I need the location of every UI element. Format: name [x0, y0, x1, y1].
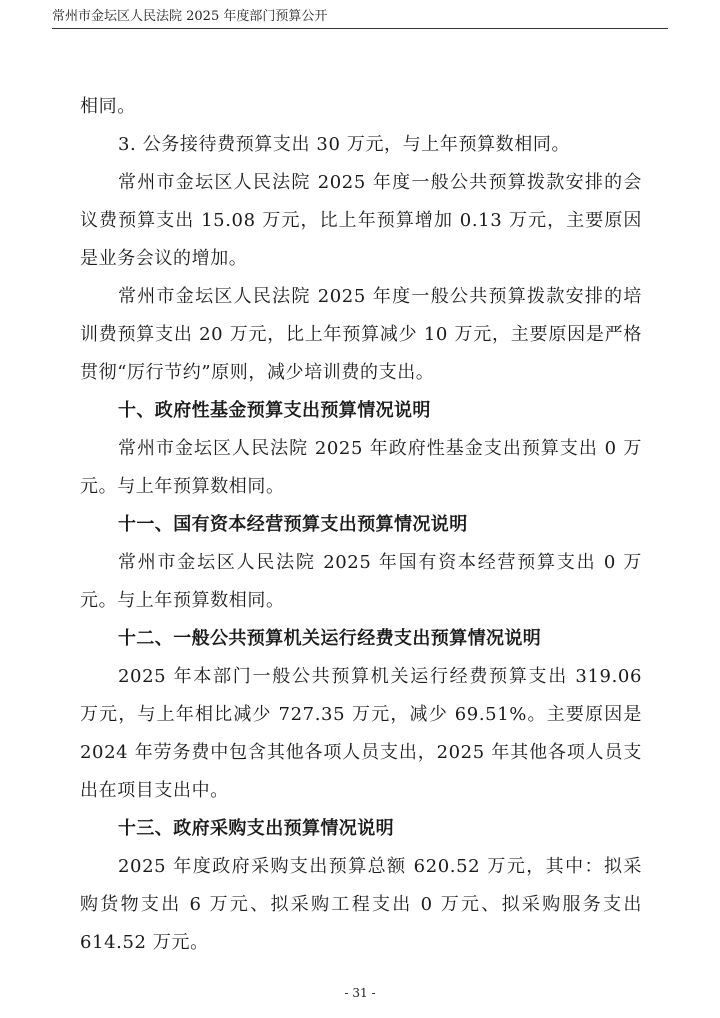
section-heading-12: 十二、一般公共预算机关运行经费支出预算情况说明	[118, 628, 542, 649]
section-heading-10: 十、政府性基金预算支出预算情况说明	[118, 400, 431, 421]
paragraph-section-10: 常州市金坛区人民法院 2025 年政府性基金支出预算支出 0 万元。与上年预算数相同。	[80, 438, 642, 497]
paragraph-section-12: 2025 年本部门一般公共预算机关运行经费预算支出 319.06 万元，与上年相比减少 727.35 万元，减少 69.51%。主要原因是 2024 年劳务费中包含其他各项人员支出，2025 年其他各项人员支出在项目支出中。	[80, 666, 642, 801]
paragraph-training-expense: 常州市金坛区人民法院 2025 年度一般公共预算拨款安排的培训费预算支出 20 万元，比上年预算减少 10 万元，主要原因是严格贯彻“厉行节约”原则，减少培训费的支出。	[80, 286, 642, 383]
paragraph-section-11: 常州市金坛区人民法院 2025 年国有资本经营预算支出 0 万元。与上年预算数相同。	[80, 552, 642, 611]
page-header	[52, 8, 668, 29]
document-title: 常州市金坛区人民法院 2025 年度部门预算公开	[52, 9, 328, 24]
paragraph-reception-expense: 3. 公务接待费预算支出 30 万元，与上年预算数相同。	[118, 134, 571, 155]
page-number: - 31 -	[344, 986, 376, 1000]
paragraph-meeting-expense: 常州市金坛区人民法院 2025 年度一般公共预算拨款安排的会议费预算支出 15.08 万元，比上年预算增加 0.13 万元，主要原因是业务会议的增加。	[80, 172, 642, 269]
document-body	[80, 88, 642, 962]
paragraph-section-13: 2025 年度政府采购支出预算总额 620.52 万元，其中：拟采购货物支出 6 万元、拟采购工程支出 0 万元、拟采购服务支出 614.52 万元。	[80, 856, 642, 953]
paragraph-continuation: 相同。	[80, 96, 136, 117]
section-heading-11: 十一、国有资本经营预算支出预算情况说明	[118, 514, 468, 535]
section-heading-13: 十三、政府采购支出预算情况说明	[118, 818, 394, 839]
